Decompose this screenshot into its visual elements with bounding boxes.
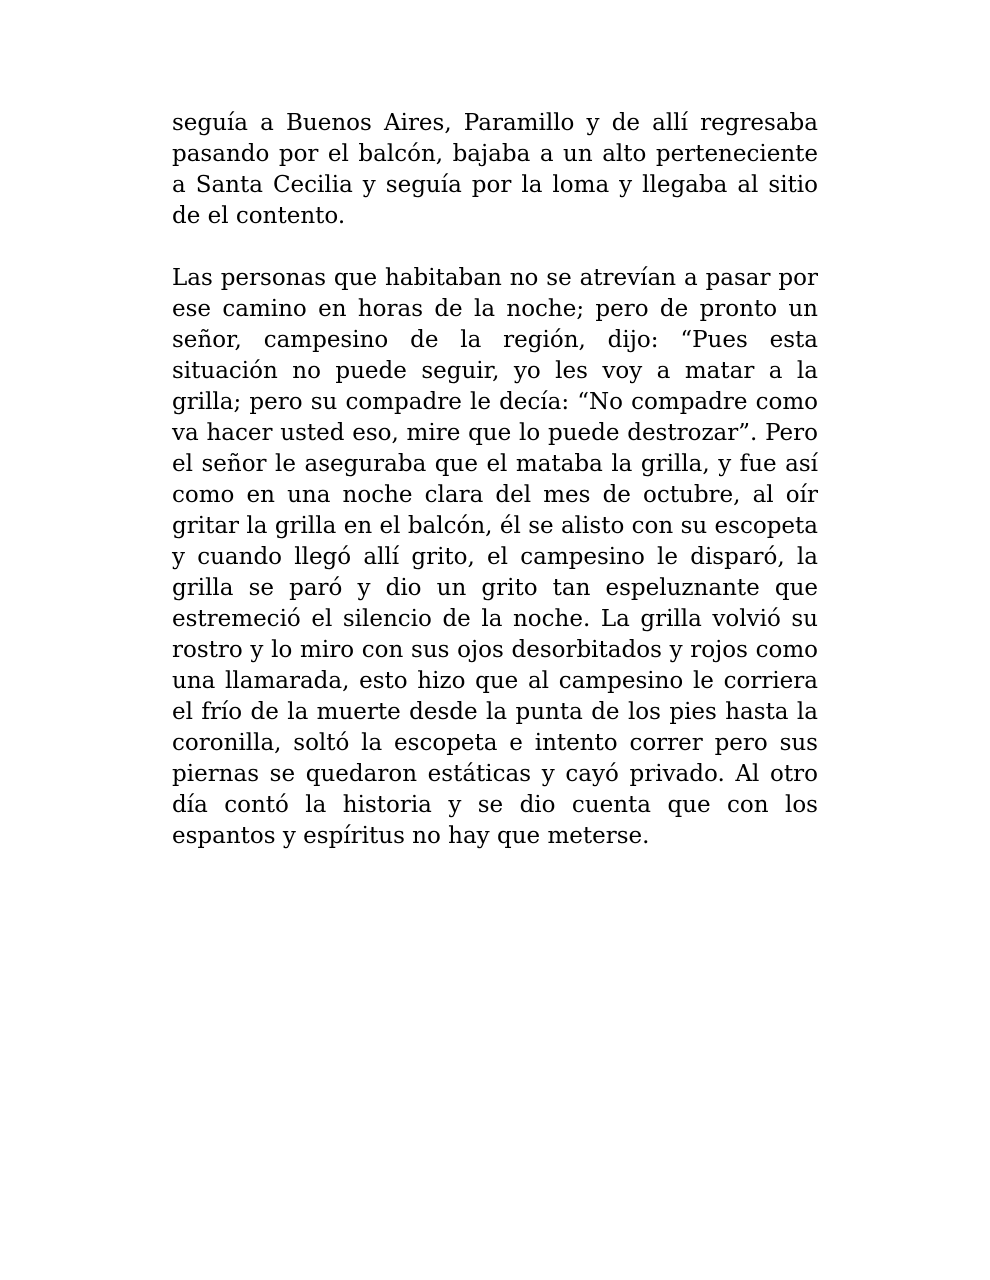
- body-text: [172, 108, 818, 852]
- paragraph-2: Las personas que habitaban no se atrevían a pasar por ese camino en horas de la noche; pero de pronto un señor, campesino de la región, dijo: “Pues esta situación no puede seguir, yo les voy a matar a la grilla; pero su compadre le decía: “No compadre como va hacer usted eso, mire que lo puede destrozar”. Pero el señor le aseguraba que el mataba la grilla, y fue así como en una noche clara del mes de octubre, al oír gritar la grilla en el balcón, él se alisto con su escopeta y cuando llegó allí grito, el campesino le disparó, la grilla se paró y dio un grito tan espeluznante que estremeció el silencio de la noche. La grilla volvió su rostro y lo miro con sus ojos desorbitados y rojos como una llamarada, esto hizo que al campesino le corriera el frío de la muerte desde la punta de los pies hasta la coronilla, soltó la escopeta e intento correr pero sus piernas se quedaron estáticas y cayó privado. Al otro día contó la historia y se dio cuenta que con los espantos y espíritus no hay que meterse.: [172, 265, 818, 849]
- paragraph-1: seguía a Buenos Aires, Paramillo y de allí regresaba pasando por el balcón, bajaba a un alto perteneciente a Santa Cecilia y seguía por la loma y llegaba al sitio de el contento.: [172, 110, 818, 229]
